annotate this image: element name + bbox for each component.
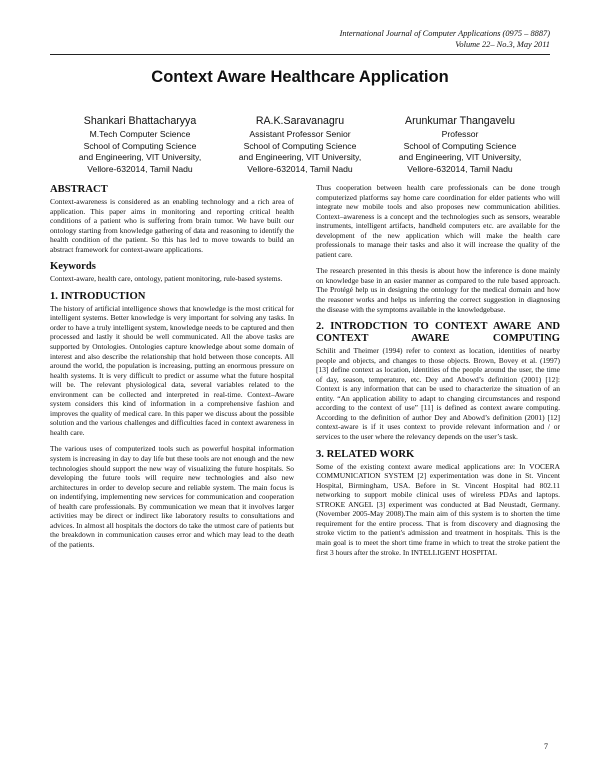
introduction-paragraph: Thus cooperation between health care professionals can be done trough computerized platforms say home care coordination for elder patients who will integrate new mobile tools and also proposes new communication abilities. Context–awareness is a concept and the technologies such as sensors, wearable instruments, intelligent artifacts, handheld computers etc. are available for the development of the new application which will make the health care professionals to manage their tasks and also it will increase the quality of the patient care.	[316, 183, 560, 259]
author-2	[220, 114, 380, 175]
keywords-heading: Keywords	[50, 261, 96, 273]
author-name: RA.K.Saravanagru	[255, 115, 345, 127]
introduction-paragraph: The research presented in this thesis is about how the inference is done mainly on knowledge base in an easier manner as compared to the rule based approach. The Protégé help us in designing the ontology for the medical domain and how the reasoner works and helps us inferring the correct suggestion in diagnosing the disease with the symptoms available in the knowledgebase.	[316, 266, 560, 314]
author-affiliation-line: and Engineering, VIT University,	[78, 152, 202, 163]
author-affiliation-line: M.Tech Computer Science	[89, 129, 191, 139]
introduction-paragraph: The history of artificial intelligence shows that knowledge is the most critical for intelligent systems. Better knowledge is very important for solving any tasks. In order to have a truly intelligent system, knowledge needs to be captured and then processed and lastly it should be well communicated. All the above tasks are supported by Ontologies. Ontologies capture knowledge about some domain of interest and also describe the relationship that hold between those concepts. All around the world, the population is increasing, putting an enormous pressure on health systems. It is very difficult to predict or assume what the future hospital will be. The relevant physiological data, several variables related to the environment can be collected and interpreted in real-time. Context–Aware system considers this kind of information in a comprehensive fashion and improves the quality of medical care. In this paper we discuss about the possible solution and the various challenges and difficulties faced in context awareness in health care.	[50, 303, 294, 437]
author-affiliation-line: Vellore-632014, Tamil Nadu	[407, 163, 513, 174]
introduction-paragraph: The various uses of computerized tools such as powerful hospital information system is increasing in day to day life but these tools are not enough and the new technologies should support the new way of visualizing the future hospitals. So developing the future tools will require new technologies and also new architectures in order to develop secure and reliable system. The main focus is on indentifying, implementing new services for communication and cooperation of health care professionals. By communication we mean that it involves larger activities may be direct or indirect like laboratory results to consultations and advices. In almost all hospitals the doctors do take the utmost care of patients but the breakdown in communication causes error and which may lead to the death of the patients.	[50, 444, 294, 549]
paper-title: Context Aware Healthcare Application	[151, 68, 449, 86]
section-3-heading: 3. RELATED WORK	[316, 448, 415, 460]
author-affiliation-line: Vellore-632014, Tamil Nadu	[247, 163, 353, 174]
author-name: Shankari Bhattacharyya	[83, 115, 197, 127]
author-affiliation-line: School of Computing Science	[403, 140, 517, 151]
journal-name: International Journal of Computer Applications (0975 – 8887)	[339, 29, 550, 38]
author-affiliation-line: and Engineering, VIT University,	[398, 152, 522, 163]
author-affiliation-line: and Engineering, VIT University,	[238, 152, 362, 163]
author-3	[380, 114, 540, 175]
keywords-text: Context-aware, health care, ontology, patient monitoring, rule-based systems.	[50, 274, 283, 284]
author-name: Arunkumar Thangavelu	[405, 115, 515, 127]
section-3-text: Some of the existing context aware medical applications are: In VOCERA COMMUNICATION SYSTEM [2] experimentation was done in St. Vincent Hospital, Birmingham, USA. Before in St. Vincent Hospital had 802.11 networking to support mobile clinical uses of wireless PDAs and laptops. STROKE ANGEL [3] experiment was conducted at Bad Neustadt, Germany. (November 2005-May 2008).The main aim of this system is to shorten the time requirement for the entire process. That is from discovery and diagnosing the stroke victim to the patient's admission and treatment in hospitals. This is the main goal is to meet the short time frame in which to treat the stroke patient the first 3 hours after the stroke. In INTELLIGENT HOSPITAL	[316, 461, 560, 557]
journal-header	[340, 28, 550, 50]
author-affiliation-line: Professor	[441, 129, 479, 139]
section-2-text: Schilit and Theimer (1994) refer to context as location, identities of nearby people and objects, and changes to those objects. Brown, Bovey et al. (1997) [13] define context as location, identities of the people around the user, the time of day, season, temperature, etc. Dey and Abowd’s definition (2001) [12]: Context is any information that can be used to characterize the situation of an entity. “An application ability to adapt to changing circumstances and respond according to the context of use” [11] is defined as context aware computing. According to the definition of author Dey and Abowd’s definition (2001) [12] context-aware is if it uses context to provide relevant information and / or services to the user where the relevancy depends on the user’s task.	[316, 346, 560, 442]
left-column	[50, 184, 294, 557]
header-rule	[50, 54, 550, 55]
abstract-text: Context-awareness is considered as an enabling technology and a rich area of application. This paper aims in monitoring and reporting critical health conditions of a patient who is suffering from brain tumor. We have built our ontology starting from knowledge gathering of data and reasoning to identify the health condition of the patient. So this has led to move towards to build an abstract framework for context-aware applications.	[50, 197, 294, 254]
section-2-heading: 2. INTRODCTION TO CONTEXT AWARE AND CONTEXT AWARE COMPUTING	[316, 321, 560, 345]
author-affiliation-line: School of Computing Science	[83, 140, 197, 151]
journal-volume: Volume 22– No.3, May 2011	[455, 40, 550, 49]
author-block	[60, 114, 540, 175]
abstract-heading: ABSTRACT	[50, 184, 108, 195]
author-affiliation-line: Assistant Professor Senior	[249, 129, 351, 139]
author-affiliation-line: School of Computing Science	[243, 140, 357, 151]
introduction-heading: 1. INTRODUCTION	[50, 290, 146, 302]
author-1	[60, 114, 220, 175]
author-affiliation-line: Vellore-632014, Tamil Nadu	[87, 163, 193, 174]
page-number: 7	[544, 742, 548, 751]
right-column	[316, 183, 560, 564]
